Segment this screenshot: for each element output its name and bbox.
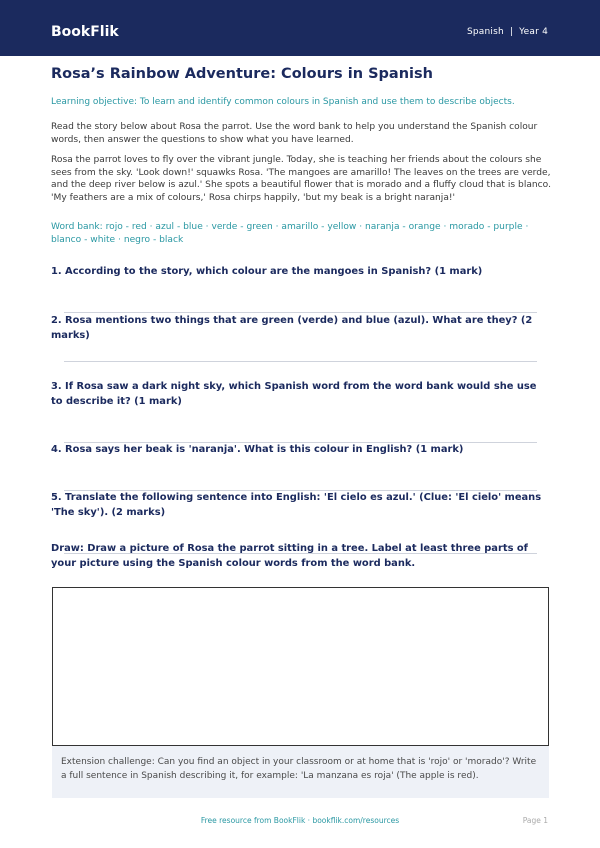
extension-text: Extension challenge: Can you find an object in your classroom or at home that is 'rojo' or 'morado'? Write a full sentence in Spanish describing it, for example: 'La manzana es roja' (The apple is red).	[61, 757, 537, 781]
year-label: Year 4	[519, 27, 548, 37]
question-1: 1. According to the story, which colour are the mangoes in Spanish? (1 mark)	[51, 266, 483, 277]
question-5: 5. Translate the following sentence into English: 'El cielo es azul.' (Clue: 'El cielo' means 'The sky'). (2 marks)	[51, 492, 542, 518]
question-2: 2. Rosa mentions two things that are green (verde) and blue (azul). What are they? (2 marks)	[51, 315, 533, 341]
subject-year-label	[467, 27, 548, 37]
drawing-box[interactable]	[52, 587, 549, 746]
story-text: Rosa the parrot loves to fly over the vibrant jungle. Today, she is teaching her friends about the colours she sees from the sky. 'Look down!' squawks Rosa. 'The mangoes are amarillo! The leaves on the trees are verde, and the deep river below is azul.' She spots a beautiful flower that is morado and a fluffy cloud that is blanco. 'My feathers are a mix of colours,' Rosa chirps happily, 'but my beak is a bright naranja!'	[51, 155, 551, 203]
learning-objective: Learning objective: To learn and identify common colours in Spanish and use them to describe objects.	[51, 97, 515, 107]
subject-label: Spanish	[466, 27, 504, 37]
extension-challenge-box	[52, 746, 549, 798]
brand-logo[interactable]: BookFlik	[51, 24, 119, 40]
word-bank: Word bank: rojo - red · azul - blue · verde - green · amarillo - yellow · naranja - orange · morado - purple · blanco - white · negro - black	[51, 222, 529, 246]
draw-task: Draw: Draw a picture of Rosa the parrot sitting in a tree. Label at least three parts of your picture using the Spanish colour words from the word bank.	[51, 543, 528, 569]
worksheet-title: Rosa’s Rainbow Adventure: Colours in Spanish	[51, 66, 433, 82]
header-bar	[0, 0, 600, 56]
footer-credit[interactable]: Free resource from BookFlik · bookflik.com/resources	[200, 816, 400, 825]
instructions-text: Read the story below about Rosa the parrot. Use the word bank to help you understand the Spanish colour words, then answer the questions to show what you have learned.	[51, 122, 538, 145]
question-4: 4. Rosa says her beak is 'naranja'. What is this colour in English? (1 mark)	[51, 444, 464, 455]
separator: |	[509, 27, 514, 37]
page-number: Page 1	[522, 816, 548, 825]
answer-line-2[interactable]	[64, 361, 537, 362]
question-3: 3. If Rosa saw a dark night sky, which Spanish word from the word bank would she use to describe it? (1 mark)	[51, 381, 537, 407]
